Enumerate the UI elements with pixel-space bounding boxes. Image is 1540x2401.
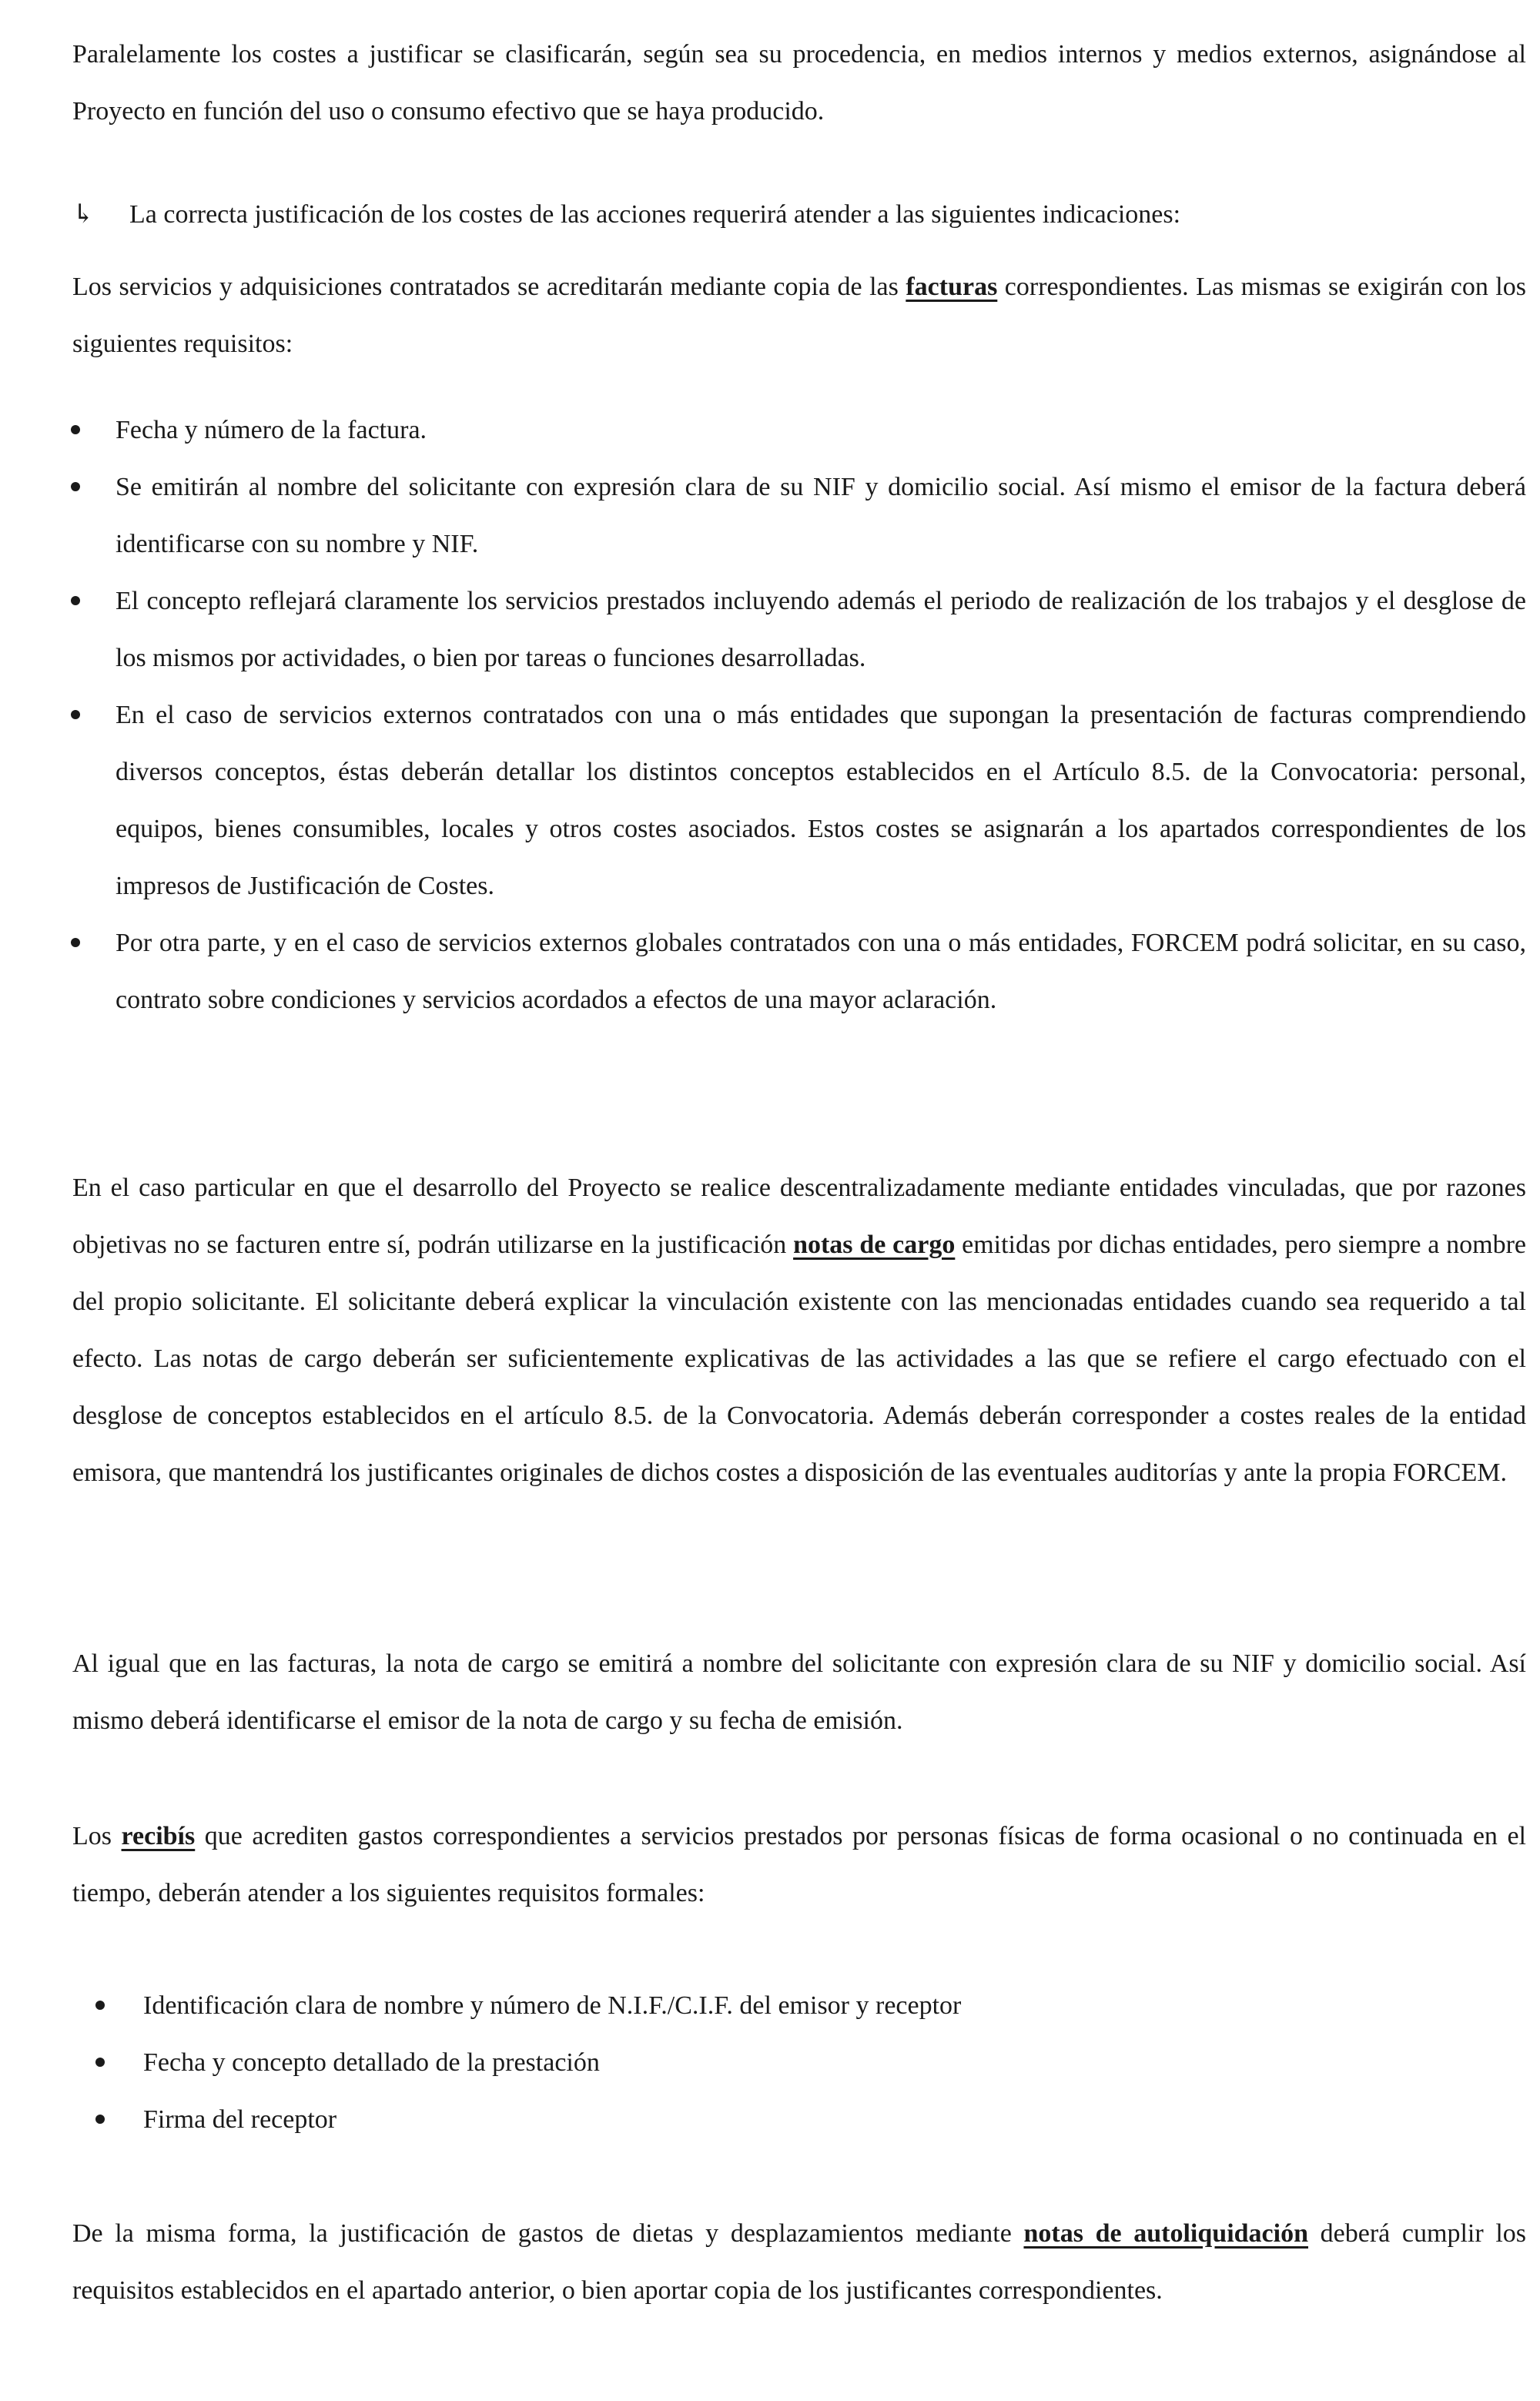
indicaciones-text: La correcta justificación de los costes de las acciones requerirá atender a las siguientes indicaciones:	[129, 200, 1181, 229]
paragraph-autoliquidacion	[72, 2205, 1526, 2319]
recibis-requirements-list	[143, 1977, 1522, 2148]
facturas-requirements-list	[116, 402, 1526, 1029]
recibis-term: recibís	[121, 1822, 196, 1850]
autoliquidacion-text-after: deberá cumplir los requisitos establecidos en el apartado anterior, o bien aportar copia de los justificantes correspondientes.	[72, 2219, 1526, 2305]
notas-cargo-text-after: emitidas por dichas entidades, pero siempre a nombre del propio solicitante. El solicitante deberá explicar la vinculación existente con las mencionadas entidades cuando sea requerido a tal efecto. Las notas de cargo deberán ser suficientemente explicativas de las actividades a las que se refiere el cargo efectuado con el desglose de conceptos establecidos en el artículo 8.5. de la Convocatoria. Además deberán corresponder a costes reales de la entidad emisora, que mantendrá los justificantes originales de dichos costes a disposición de las eventuales auditorías y ante la propia FORCEM.	[72, 1231, 1526, 1487]
list-item: Fecha y número de la factura.	[116, 402, 1526, 459]
bullet-icon	[71, 596, 80, 605]
list-item: Identificación clara de nombre y número de N.I.F./C.I.F. del emisor y receptor	[143, 1977, 1522, 2034]
bullet-icon	[71, 482, 80, 491]
paragraph-indicaciones	[72, 186, 1526, 243]
paragraph-notas-de-cargo	[72, 1160, 1526, 1502]
autoliquidacion-term: notas de autoliquidación	[1023, 2219, 1308, 2248]
list-item: Por otra parte, y en el caso de servicios externos globales contratados con una o más entidades, FORCEM podrá solicitar, en su caso, contrato sobre condiciones y servicios acordados a efectos de una mayor aclaración.	[116, 915, 1526, 1029]
pointing-arrow-icon: ↳	[72, 200, 95, 229]
notas-cargo-term: notas de cargo	[793, 1231, 956, 1259]
bullet-icon	[71, 425, 80, 434]
autoliquidacion-text-before: De la misma forma, la justificación de gastos de dietas y desplazamientos mediante	[72, 2219, 1024, 2248]
bullet-icon	[71, 938, 80, 947]
facturas-text-after: correspondientes. Las mismas se exigirán con los siguientes requisitos:	[72, 273, 1526, 358]
bullet-icon	[95, 2058, 105, 2067]
bullet-icon	[71, 710, 80, 719]
recibis-text-after: que acrediten gastos correspondientes a servicios prestados por personas físicas de forma ocasional o no continuada en el tiempo, deberán atender a los siguientes requisitos formales:	[72, 1822, 1526, 1907]
bullet-icon	[95, 2001, 105, 2010]
paragraph-nota-cargo-requisitos: Al igual que en las facturas, la nota de cargo se emitirá a nombre del solicitante con expresión clara de su NIF y domicilio social. Así mismo deberá identificarse el emisor de la nota de cargo y su fecha de emisión.	[72, 1649, 1526, 1735]
list-item: Firma del receptor	[143, 2091, 1522, 2148]
list-item: Se emitirán al nombre del solicitante con expresión clara de su NIF y domicilio social. Así mismo el emisor de la factura deberá identificarse con su nombre y NIF.	[116, 459, 1526, 573]
list-item: Fecha y concepto detallado de la prestación	[143, 2034, 1522, 2091]
facturas-text-before: Los servicios y adquisiciones contratados se acreditarán mediante copia de las	[72, 273, 906, 301]
notas-cargo-text-before: En el caso particular en que el desarrollo del Proyecto se realice descentralizadamente mediante entidades vinculadas, que por razones objetivas no se facturen entre sí, podrán utilizarse en la justificación	[72, 1174, 1526, 1259]
list-item: En el caso de servicios externos contratados con una o más entidades que supongan la presentación de facturas comprendiendo diversos conceptos, éstas deberán detallar los distintos conceptos establecidos en el Artículo 8.5. de la Convocatoria: personal, equipos, bienes consumibles, locales y otros costes asociados. Estos costes se asignarán a los apartados correspondientes de los impresos de Justificación de Costes.	[116, 687, 1526, 915]
paragraph-medios: Paralelamente los costes a justificar se clasificarán, según sea su procedencia, en medios internos y medios externos, asignándose al Proyecto en función del uso o consumo efectivo que se haya producido.	[72, 40, 1526, 126]
facturas-term: facturas	[906, 273, 998, 301]
recibis-text-before: Los	[72, 1822, 122, 1850]
bullet-icon	[95, 2115, 105, 2124]
paragraph-recibis	[72, 1808, 1526, 1922]
paragraph-facturas	[72, 259, 1526, 373]
list-item: El concepto reflejará claramente los servicios prestados incluyendo además el periodo de realización de los trabajos y el desglose de los mismos por actividades, o bien por tareas o funciones desarrolladas.	[116, 573, 1526, 687]
